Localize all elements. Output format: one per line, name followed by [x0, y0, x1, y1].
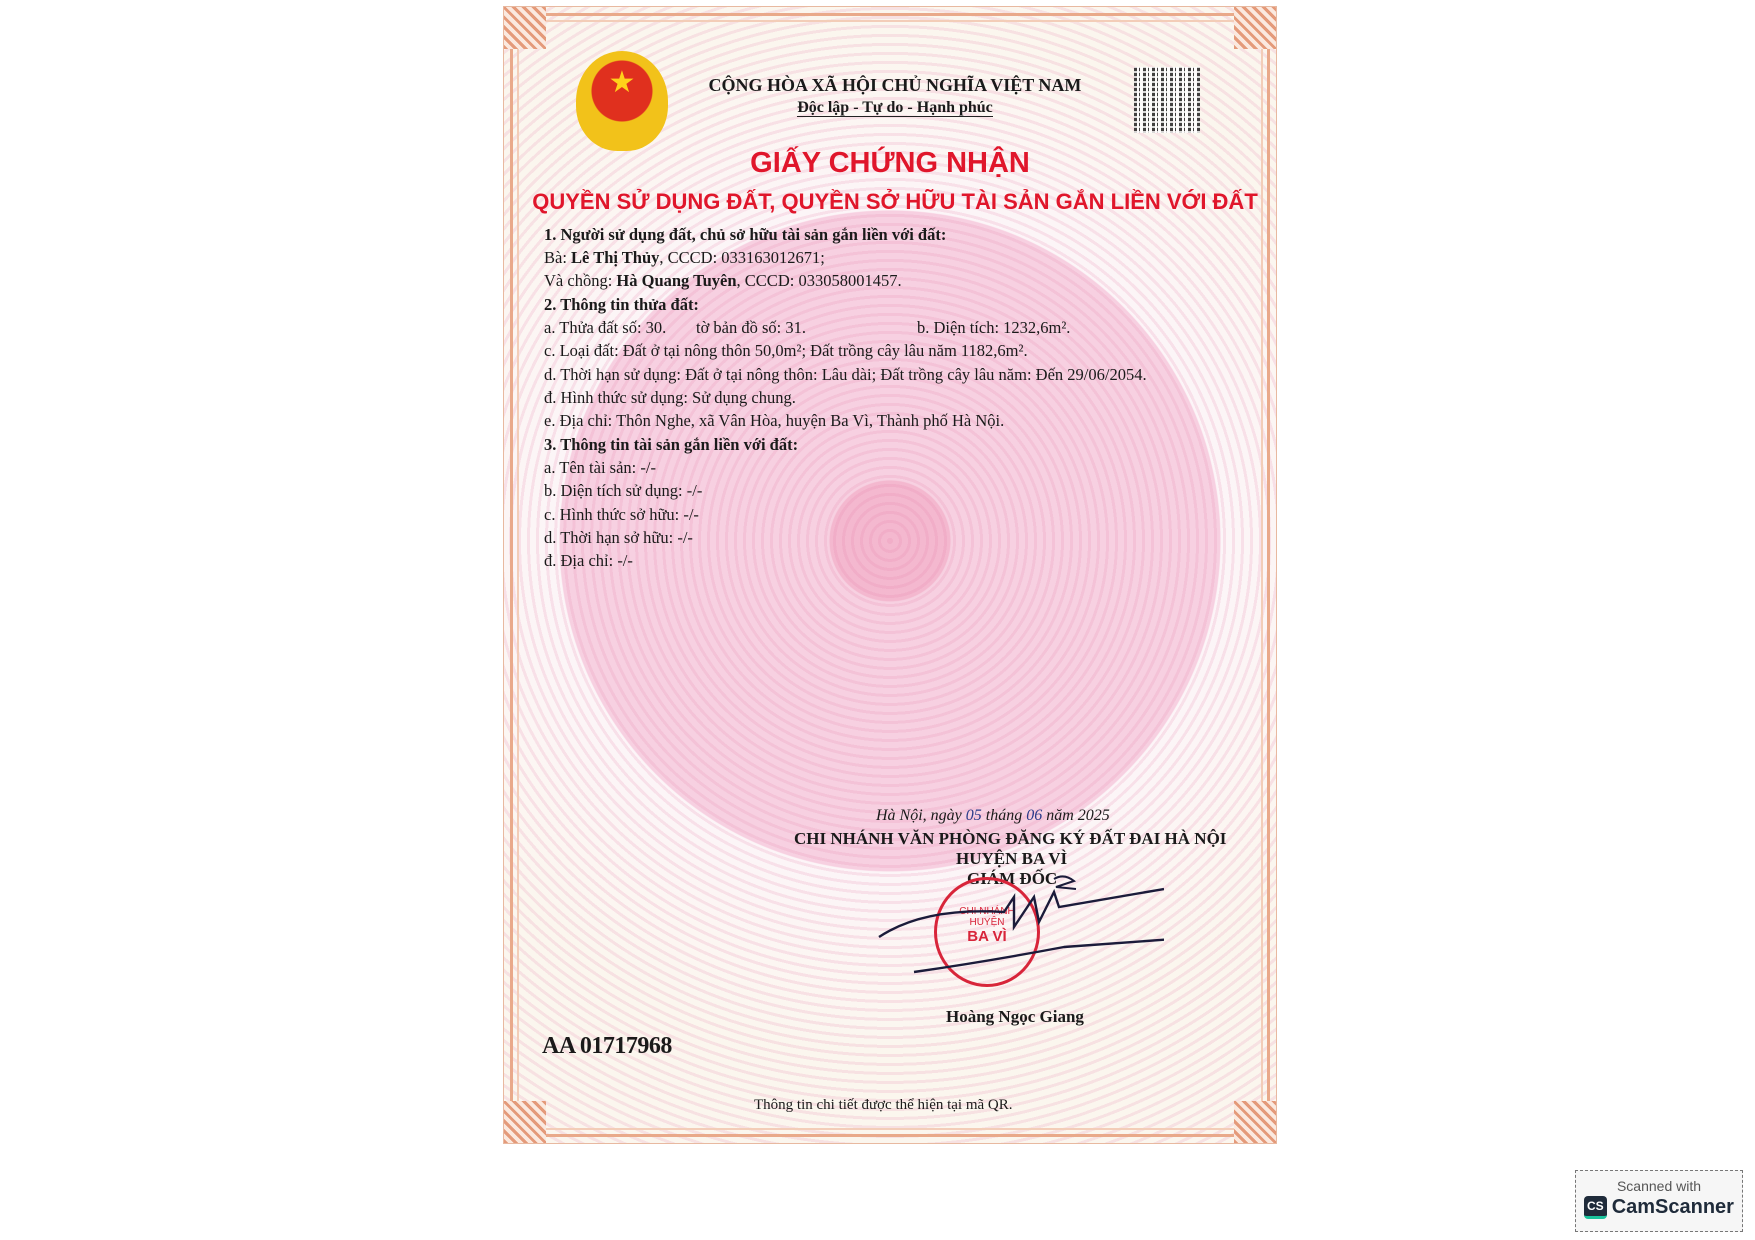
handwritten-signature: [864, 867, 1164, 987]
national-emblem-icon: ★: [576, 51, 668, 151]
usage-form: đ. Hình thức sử dụng: Sử dụng chung.: [544, 388, 796, 407]
parcel-number: a. Thửa đất số: 30.: [544, 318, 667, 337]
issuing-district: HUYỆN BA VÌ: [956, 849, 1068, 868]
certificate-title: GIẤY CHỨNG NHẬN: [750, 147, 1030, 179]
corner-ornament: [504, 7, 546, 49]
country-name: CỘNG HÒA XÃ HỘI CHỦ NGHĨA VIỆT NAM: [708, 75, 1082, 95]
stamp-text: BA VÌ: [967, 928, 1007, 945]
camscanner-logo-icon: CS: [1584, 1196, 1607, 1219]
camscanner-watermark: [1575, 1170, 1743, 1232]
asset-item: d. Thời hạn sở hữu: -/-: [544, 528, 693, 547]
stamp-text: HUYỆN: [969, 917, 1005, 928]
owner2-prefix: Và chồng:: [544, 271, 617, 290]
serial-number: AA 01717968: [542, 1033, 672, 1059]
corner-ornament: [1234, 7, 1276, 49]
corner-ornament: [504, 1101, 546, 1143]
owner1-id: , CCCD: 033163012671;: [659, 248, 825, 267]
qr-note: Thông tin chi tiết được thể hiện tại mã QR.: [754, 1097, 1013, 1113]
motto: Độc lập - Tự do - Hạnh phúc: [797, 99, 993, 116]
date-month-label: tháng: [981, 807, 1027, 824]
watermark-text: Scanned with: [1616, 1178, 1702, 1194]
date-year: năm 2025: [1042, 807, 1110, 824]
usage-term: d. Thời hạn sử dụng: Đất ở tại nông thôn: Lâu dài; Đất trồng cây lâu năm: Đến 29/06/2054.: [544, 365, 1147, 384]
owner2-line: [544, 271, 902, 291]
land-type: c. Loại đất: Đất ở tại nông thôn 50,0m²; Đất trồng cây lâu năm 1182,6m².: [544, 341, 1028, 360]
owner1-prefix: Bà:: [544, 248, 572, 267]
date-day: 05: [965, 807, 982, 824]
date-prefix: Hà Nội, ngày: [876, 807, 966, 824]
owner2-name: Hà Quang Tuyên: [616, 271, 737, 290]
land-area: b. Diện tích: 1232,6m².: [917, 318, 1071, 337]
asset-item: a. Tên tài sản: -/-: [544, 458, 656, 477]
map-sheet: tờ bản đồ số: 31.: [696, 318, 807, 337]
section1-heading: 1. Người sử dụng đất, chủ sở hữu tài sản gắn liền với đất:: [544, 225, 947, 244]
owner2-id: , CCCD: 033058001457.: [736, 271, 902, 290]
watermark-brand: CamScanner: [1611, 1196, 1734, 1218]
corner-ornament: [1234, 1101, 1276, 1143]
owner1-name: Lê Thị Thủy: [571, 248, 660, 267]
signer-position: GIÁM ĐỐC: [967, 869, 1058, 888]
asset-item: b. Diện tích sử dụng: -/-: [544, 481, 703, 500]
issuing-office: CHI NHÁNH VĂN PHÒNG ĐĂNG KÝ ĐẤT ĐAI HÀ NỘI: [794, 829, 1227, 848]
signer-name: Hoàng Ngọc Giang: [946, 1007, 1084, 1026]
section2-heading: 2. Thông tin thửa đất:: [544, 295, 699, 314]
certificate-subtitle: QUYỀN SỬ DỤNG ĐẤT, QUYỀN SỞ HỮU TÀI SẢN GẮN LIỀN VỚI ĐẤT: [532, 189, 1258, 214]
land-use-certificate: [503, 6, 1277, 1144]
date-month: 06: [1026, 807, 1043, 824]
section3-heading: 3. Thông tin tài sản gắn liền với đất:: [544, 435, 799, 454]
land-address: e. Địa chỉ: Thôn Nghe, xã Vân Hòa, huyện Ba Vì, Thành phố Hà Nội.: [544, 411, 1005, 430]
asset-item: c. Hình thức sở hữu: -/-: [544, 505, 699, 524]
asset-item: đ. Địa chỉ: -/-: [544, 551, 633, 570]
stamp-text: CHI NHÁNH: [959, 906, 1015, 917]
owner1-line: [544, 248, 825, 268]
issue-date: [876, 807, 1110, 825]
